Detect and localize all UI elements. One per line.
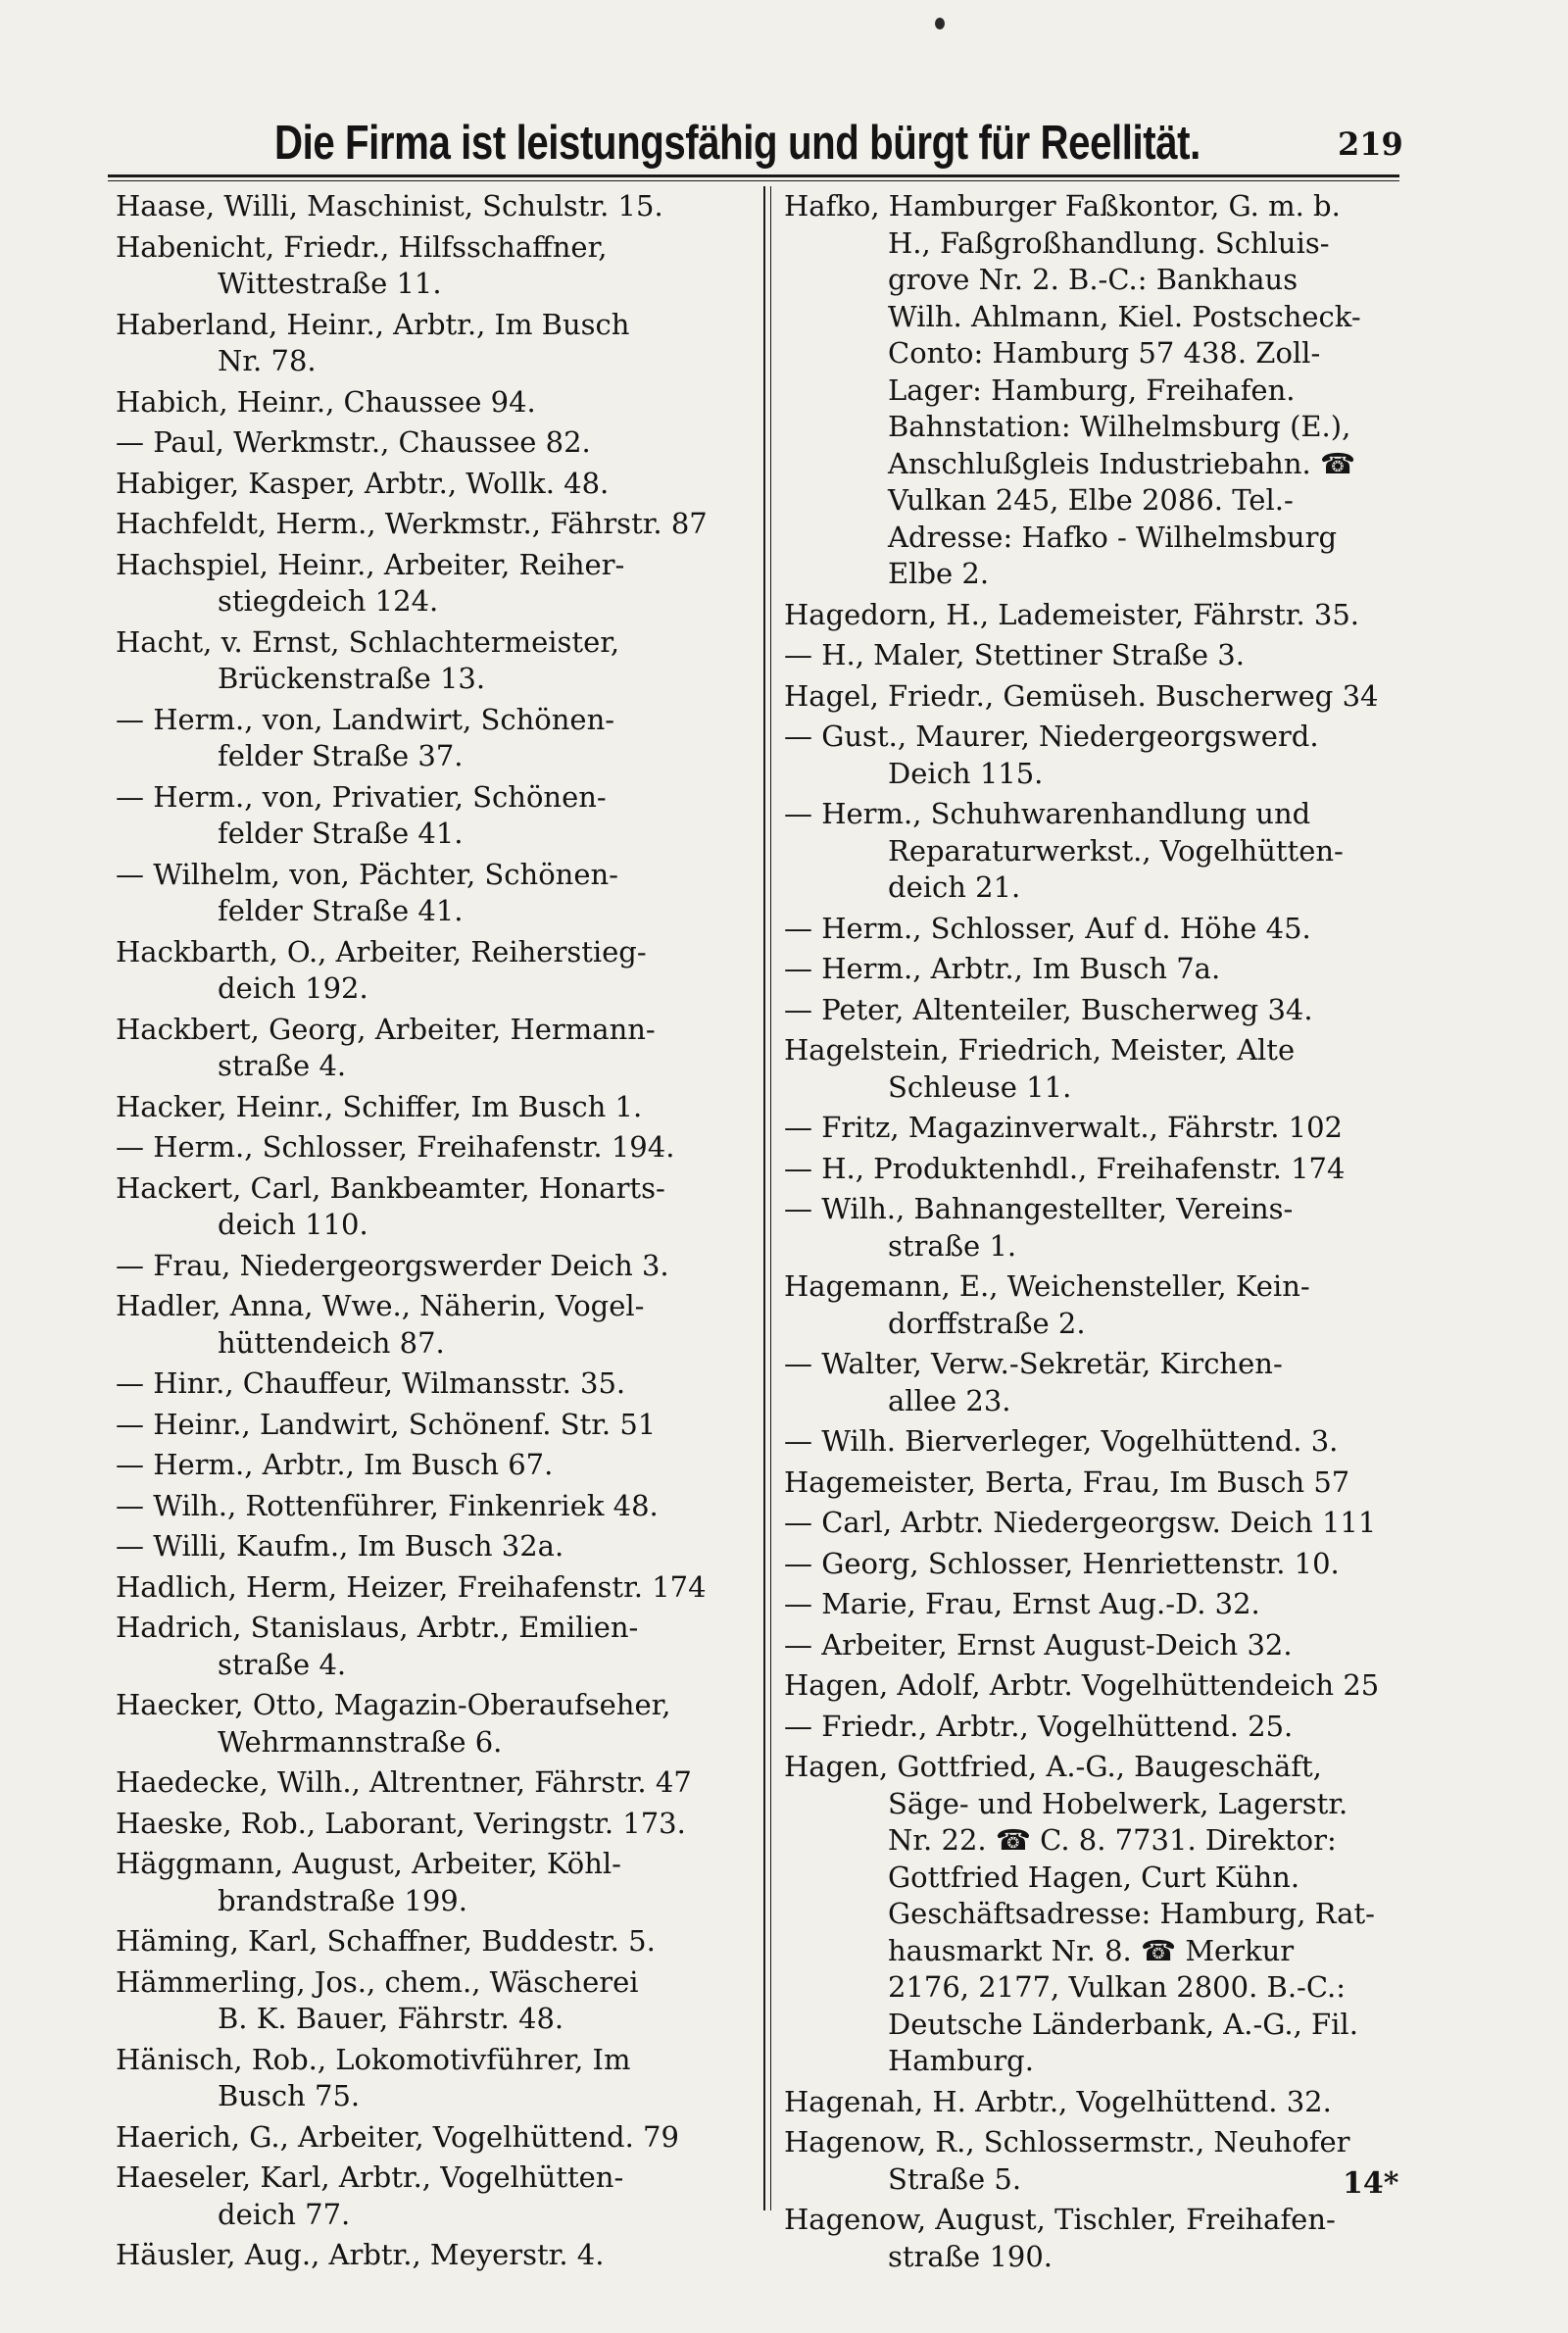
entry-continuation: stiegdeich 124. — [218, 584, 439, 618]
entry-line: — Hinr., Chauffeur, Wilmansstr. 35. — [116, 1366, 626, 1400]
entry-line: — Wilhelm, von, Pächter, Schönen- — [116, 857, 618, 891]
entry-line: Haeseler, Karl, Arbtr., Vogelhütten- — [116, 2160, 624, 2194]
directory-entry — [116, 1089, 753, 1126]
entry-continuation: Deich 115. — [888, 756, 1044, 790]
directory-entry — [116, 1288, 753, 1362]
entry-line: — Herm., Schlosser, Auf d. Höhe 45. — [784, 911, 1311, 945]
directory-entry — [784, 992, 1401, 1029]
directory-entry — [784, 1110, 1401, 1147]
entry-continuation: Hamburg. — [888, 2044, 1034, 2077]
directory-entry — [116, 547, 753, 620]
entry-line: — Carl, Arbtr. Niedergeorgsw. Deich 111 — [784, 1506, 1377, 1539]
entry-continuation: felder Straße 41. — [218, 894, 464, 927]
directory-entry — [116, 307, 753, 380]
directory-entry — [784, 1505, 1401, 1542]
entry-continuation: dorffstraße 2. — [888, 1306, 1086, 1340]
directory-entry — [784, 2084, 1401, 2121]
entry-continuation: Gottfried Hagen, Curt Kühn. — [888, 1860, 1300, 1894]
entry-line: Hacker, Heinr., Schiffer, Im Busch 1. — [116, 1089, 643, 1123]
directory-entry — [784, 637, 1401, 674]
entry-continuation: straße 4. — [218, 1647, 347, 1681]
entry-continuation: Reparaturwerkst., Vogelhütten- — [888, 833, 1344, 868]
directory-entry — [116, 1964, 753, 2038]
directory-entry — [784, 1667, 1401, 1705]
entry-line: Haeske, Rob., Laborant, Veringstr. 173. — [116, 1806, 686, 1840]
column-divider-thin — [770, 186, 771, 2210]
directory-entry — [784, 2202, 1401, 2275]
directory-entry — [116, 1806, 753, 1843]
directory-entry — [116, 857, 753, 930]
entry-line: Hadrich, Stanislaus, Arbtr., Emilien- — [116, 1611, 639, 1644]
entry-continuation: hüttendeich 87. — [218, 1325, 445, 1360]
directory-entry — [116, 2042, 753, 2115]
entry-line: Hagedorn, H., Lademeister, Fährstr. 35. — [784, 597, 1360, 631]
entry-line: Hagel, Friedr., Gemüseh. Buscherweg 34 — [784, 678, 1379, 713]
entry-continuation: Vulkan 245, Elbe 2086. Tel.- — [888, 483, 1294, 517]
directory-entry — [116, 1846, 753, 1919]
directory-entry — [784, 188, 1401, 593]
directory-entry — [784, 1032, 1401, 1106]
entry-line: — Fritz, Magazinverwalt., Fährstr. 102 — [784, 1111, 1344, 1144]
entry-line: Hagemeister, Berta, Frau, Im Busch 57 — [784, 1464, 1350, 1499]
entry-line: Hagenow, R., Schlossermstr., Neuhofer — [784, 2125, 1350, 2159]
entry-line: Habich, Heinr., Chaussee 94. — [116, 384, 536, 419]
directory-entry — [116, 1129, 753, 1166]
entry-continuation: Wehrmannstraße 6. — [218, 1724, 503, 1759]
entry-line: — Willi, Kaufm., Im Busch 32a. — [116, 1529, 564, 1563]
entry-line: Hagenah, H. Arbtr., Vogelhüttend. 32. — [784, 2084, 1332, 2118]
directory-entry — [116, 1365, 753, 1403]
directory-entry — [116, 1687, 753, 1761]
entry-line: — Herm., von, Privatier, Schönen- — [116, 779, 607, 814]
entry-continuation: B. K. Bauer, Fährstr. 48. — [218, 2002, 564, 2035]
entry-continuation: deich 77. — [218, 2197, 351, 2231]
directory-entry — [116, 1012, 753, 1085]
entry-continuation: Straße 5. — [888, 2161, 1022, 2196]
directory-entry — [784, 1709, 1401, 1746]
entry-line: Häusler, Aug., Arbtr., Meyerstr. 4. — [116, 2238, 605, 2271]
directory-entry — [784, 796, 1401, 907]
entry-line: — Wilh., Bahnangestellter, Vereins- — [784, 1192, 1294, 1225]
entry-line: Haecker, Otto, Magazin-Oberaufseher, — [116, 1688, 671, 1721]
directory-entry — [116, 1407, 753, 1444]
directory-entry — [784, 597, 1401, 634]
entry-line: Häggmann, August, Arbeiter, Köhl- — [116, 1847, 621, 1880]
directory-entry — [784, 1464, 1401, 1502]
directory-entry — [116, 1569, 753, 1607]
entry-continuation: straße 1. — [888, 1228, 1017, 1263]
page-number: 219 — [1338, 125, 1403, 163]
directory-entry — [784, 1627, 1401, 1664]
entry-continuation: Anschlußgleis Industriebahn. ☎ — [888, 446, 1356, 480]
entry-continuation: Adresse: Hafko - Wilhelmsburg — [888, 520, 1338, 554]
right-column — [784, 188, 1401, 2279]
entry-continuation: Geschäftsadresse: Hamburg, Rat- — [888, 1897, 1375, 1930]
directory-entry — [116, 2237, 753, 2274]
entry-line: — Herm., von, Landwirt, Schönen- — [116, 702, 615, 736]
entry-continuation: H., Faßgroßhandlung. Schluis- — [888, 225, 1330, 260]
entry-continuation: straße 190. — [888, 2239, 1054, 2273]
directory-entry — [784, 1546, 1401, 1583]
entry-line: Hadlich, Herm, Heizer, Freihafenstr. 174 — [116, 1569, 707, 1604]
entry-continuation: hausmarkt Nr. 8. ☎ Merkur — [888, 1933, 1295, 1967]
directory-entry — [784, 678, 1401, 716]
directory-entry — [116, 702, 753, 775]
directory-entry — [116, 934, 753, 1008]
entry-continuation: deich 110. — [218, 1208, 368, 1241]
directory-entry — [116, 624, 753, 698]
directory-entry — [784, 719, 1401, 792]
entry-continuation: Conto: Hamburg 57 438. Zoll- — [888, 336, 1321, 370]
entry-line: — Paul, Werkmstr., Chaussee 82. — [116, 425, 591, 459]
entry-line: Habiger, Kasper, Arbtr., Wollk. 48. — [116, 466, 610, 500]
column-divider — [763, 186, 765, 2210]
entry-line: — Friedr., Arbtr., Vogelhüttend. 25. — [784, 1709, 1294, 1743]
directory-entry — [116, 466, 753, 503]
directory-entry — [116, 1764, 753, 1802]
entry-line: Hackert, Carl, Bankbeamter, Honarts- — [116, 1170, 665, 1205]
entry-line: — Wilh., Rottenführer, Finkenriek 48. — [116, 1488, 659, 1522]
entry-continuation: felder Straße 41. — [218, 817, 464, 850]
entry-continuation: Schleuse 11. — [888, 1069, 1072, 1104]
directory-entry — [784, 1346, 1401, 1419]
entry-continuation: deich 21. — [888, 870, 1021, 904]
entry-line: — Herm., Arbtr., Im Busch 7a. — [784, 952, 1221, 985]
header-rule — [108, 174, 1399, 177]
entry-line: Hafko, Hamburger Faßkontor, G. m. b. — [784, 189, 1341, 223]
directory-entry — [784, 2124, 1401, 2198]
entry-continuation: Bahnstation: Wilhelmsburg (E.), — [888, 410, 1351, 443]
entry-line: — Arbeiter, Ernst August-Deich 32. — [784, 1627, 1293, 1662]
entry-line: — Herm., Schuhwarenhandlung und — [784, 797, 1311, 830]
entry-continuation: Wilh. Ahlmann, Kiel. Postscheck- — [888, 299, 1361, 333]
entry-line: — Gust., Maurer, Niedergeorgswerd. — [784, 720, 1319, 753]
entry-continuation: 2176, 2177, Vulkan 2800. B.-C.: — [888, 1970, 1346, 2004]
directory-entry — [116, 424, 753, 462]
page-header-title: Die Firma ist leistungsfähig und bürgt für Reellität. — [274, 117, 1200, 170]
directory-entry — [116, 1528, 753, 1565]
directory-entry — [116, 229, 753, 303]
entry-continuation: Nr. 78. — [218, 344, 317, 377]
entry-continuation: Elbe 2. — [888, 557, 990, 590]
directory-entry — [116, 506, 753, 543]
directory-entry — [116, 1488, 753, 1525]
entry-continuation: deich 192. — [218, 971, 368, 1005]
directory-entry — [784, 911, 1401, 948]
entry-continuation: Nr. 22. ☎ C. 8. 7731. Direktor: — [888, 1823, 1337, 1857]
entry-line: — Heinr., Landwirt, Schönenf. Str. 51 — [116, 1407, 657, 1441]
directory-entry — [784, 1749, 1401, 2080]
left-column — [116, 188, 753, 2278]
entry-line: Hagen, Adolf, Arbtr. Vogelhüttendeich 25 — [784, 1668, 1380, 1702]
entry-continuation: Deutsche Länderbank, A.-G., Fil. — [888, 2007, 1358, 2041]
entry-continuation: straße 4. — [218, 1049, 347, 1082]
entry-line: Hagelstein, Friedrich, Meister, Alte — [784, 1033, 1296, 1067]
entry-line: Haase, Willi, Maschinist, Schulstr. 15. — [116, 189, 663, 223]
entry-continuation: grove Nr. 2. B.-C.: Bankhaus — [888, 263, 1298, 296]
entry-line: Hänisch, Rob., Lokomotivführer, Im — [116, 2042, 631, 2076]
directory-entry — [784, 1268, 1401, 1342]
entry-line: Hagen, Gottfried, A.-G., Baugeschäft, — [784, 1750, 1322, 1783]
directory-entry — [116, 1170, 753, 1244]
directory-entry — [784, 1151, 1401, 1188]
entry-continuation: Brückenstraße 13. — [218, 662, 486, 695]
entry-line: — Marie, Frau, Ernst Aug.-D. 32. — [784, 1587, 1260, 1620]
entry-line: Hachspiel, Heinr., Arbeiter, Reiher- — [116, 547, 625, 581]
entry-line: Häming, Karl, Schaffner, Buddestr. 5. — [116, 1924, 656, 1958]
directory-entry — [116, 1248, 753, 1285]
entry-line: — Herm., Schlosser, Freihafenstr. 194. — [116, 1130, 675, 1164]
entry-line: Hackbert, Georg, Arbeiter, Hermann- — [116, 1012, 656, 1046]
entry-line: Hadler, Anna, Wwe., Näherin, Vogel- — [116, 1289, 645, 1322]
entry-line: Habenicht, Friedr., Hilfsschaffner, — [116, 229, 608, 264]
entry-continuation: brandstraße 199. — [218, 1883, 467, 1917]
entry-line: — Wilh. Bierverleger, Vogelhüttend. 3. — [784, 1424, 1339, 1458]
entry-line: Hachfeldt, Herm., Werkmstr., Fährstr. 87 — [116, 507, 708, 540]
entry-line: — H., Produktenhdl., Freihafenstr. 174 — [784, 1151, 1346, 1185]
directory-entry — [116, 2159, 753, 2233]
header-rule-thin — [108, 180, 1399, 181]
entry-continuation: Busch 75. — [218, 2079, 361, 2112]
entry-line: Haerich, G., Arbeiter, Vogelhüttend. 79 — [116, 2119, 679, 2154]
entry-line: Haberland, Heinr., Arbtr., Im Busch — [116, 307, 630, 341]
entry-line: Haedecke, Wilh., Altrentner, Fährstr. 47 — [116, 1765, 692, 1799]
entry-line: Hämmerling, Jos., chem., Wäscherei — [116, 1964, 639, 1999]
directory-entry — [116, 188, 753, 225]
entry-line: Hacht, v. Ernst, Schlachtermeister, — [116, 624, 620, 659]
directory-entry — [116, 1923, 753, 1961]
entry-line: — Frau, Niedergeorgswerder Deich 3. — [116, 1248, 669, 1282]
directory-entry — [784, 951, 1401, 988]
entry-continuation: Lager: Hamburg, Freihafen. — [888, 372, 1296, 407]
directory-entry — [784, 1586, 1401, 1623]
ink-speck — [935, 18, 945, 29]
directory-entry — [116, 1447, 753, 1484]
entry-continuation: allee 23. — [888, 1383, 1011, 1417]
directory-entry — [116, 2119, 753, 2157]
directory-entry — [116, 384, 753, 422]
entry-line: — H., Maler, Stettiner Straße 3. — [784, 638, 1245, 671]
entry-line: — Herm., Arbtr., Im Busch 67. — [116, 1448, 554, 1481]
entry-line: Hagemann, E., Weichensteller, Kein- — [784, 1269, 1310, 1303]
entry-line: Hackbarth, O., Arbeiter, Reiherstieg- — [116, 934, 647, 968]
directory-entry — [784, 1423, 1401, 1461]
entry-line: — Walter, Verw.-Sekretär, Kirchen- — [784, 1347, 1283, 1380]
entry-continuation: felder Straße 37. — [218, 739, 464, 772]
signature-mark: 14* — [1343, 2166, 1399, 2201]
entry-line: — Georg, Schlosser, Henriettenstr. 10. — [784, 1546, 1340, 1580]
directory-entry — [116, 779, 753, 853]
directory-entry — [116, 1610, 753, 1683]
entry-continuation: Wittestraße 11. — [218, 267, 442, 300]
entry-line: Hagenow, August, Tischler, Freihafen- — [784, 2203, 1336, 2236]
entry-continuation: Säge- und Hobelwerk, Lagerstr. — [888, 1786, 1348, 1820]
directory-entry — [784, 1191, 1401, 1265]
entry-line: — Peter, Altenteiler, Buscherweg 34. — [784, 992, 1313, 1026]
